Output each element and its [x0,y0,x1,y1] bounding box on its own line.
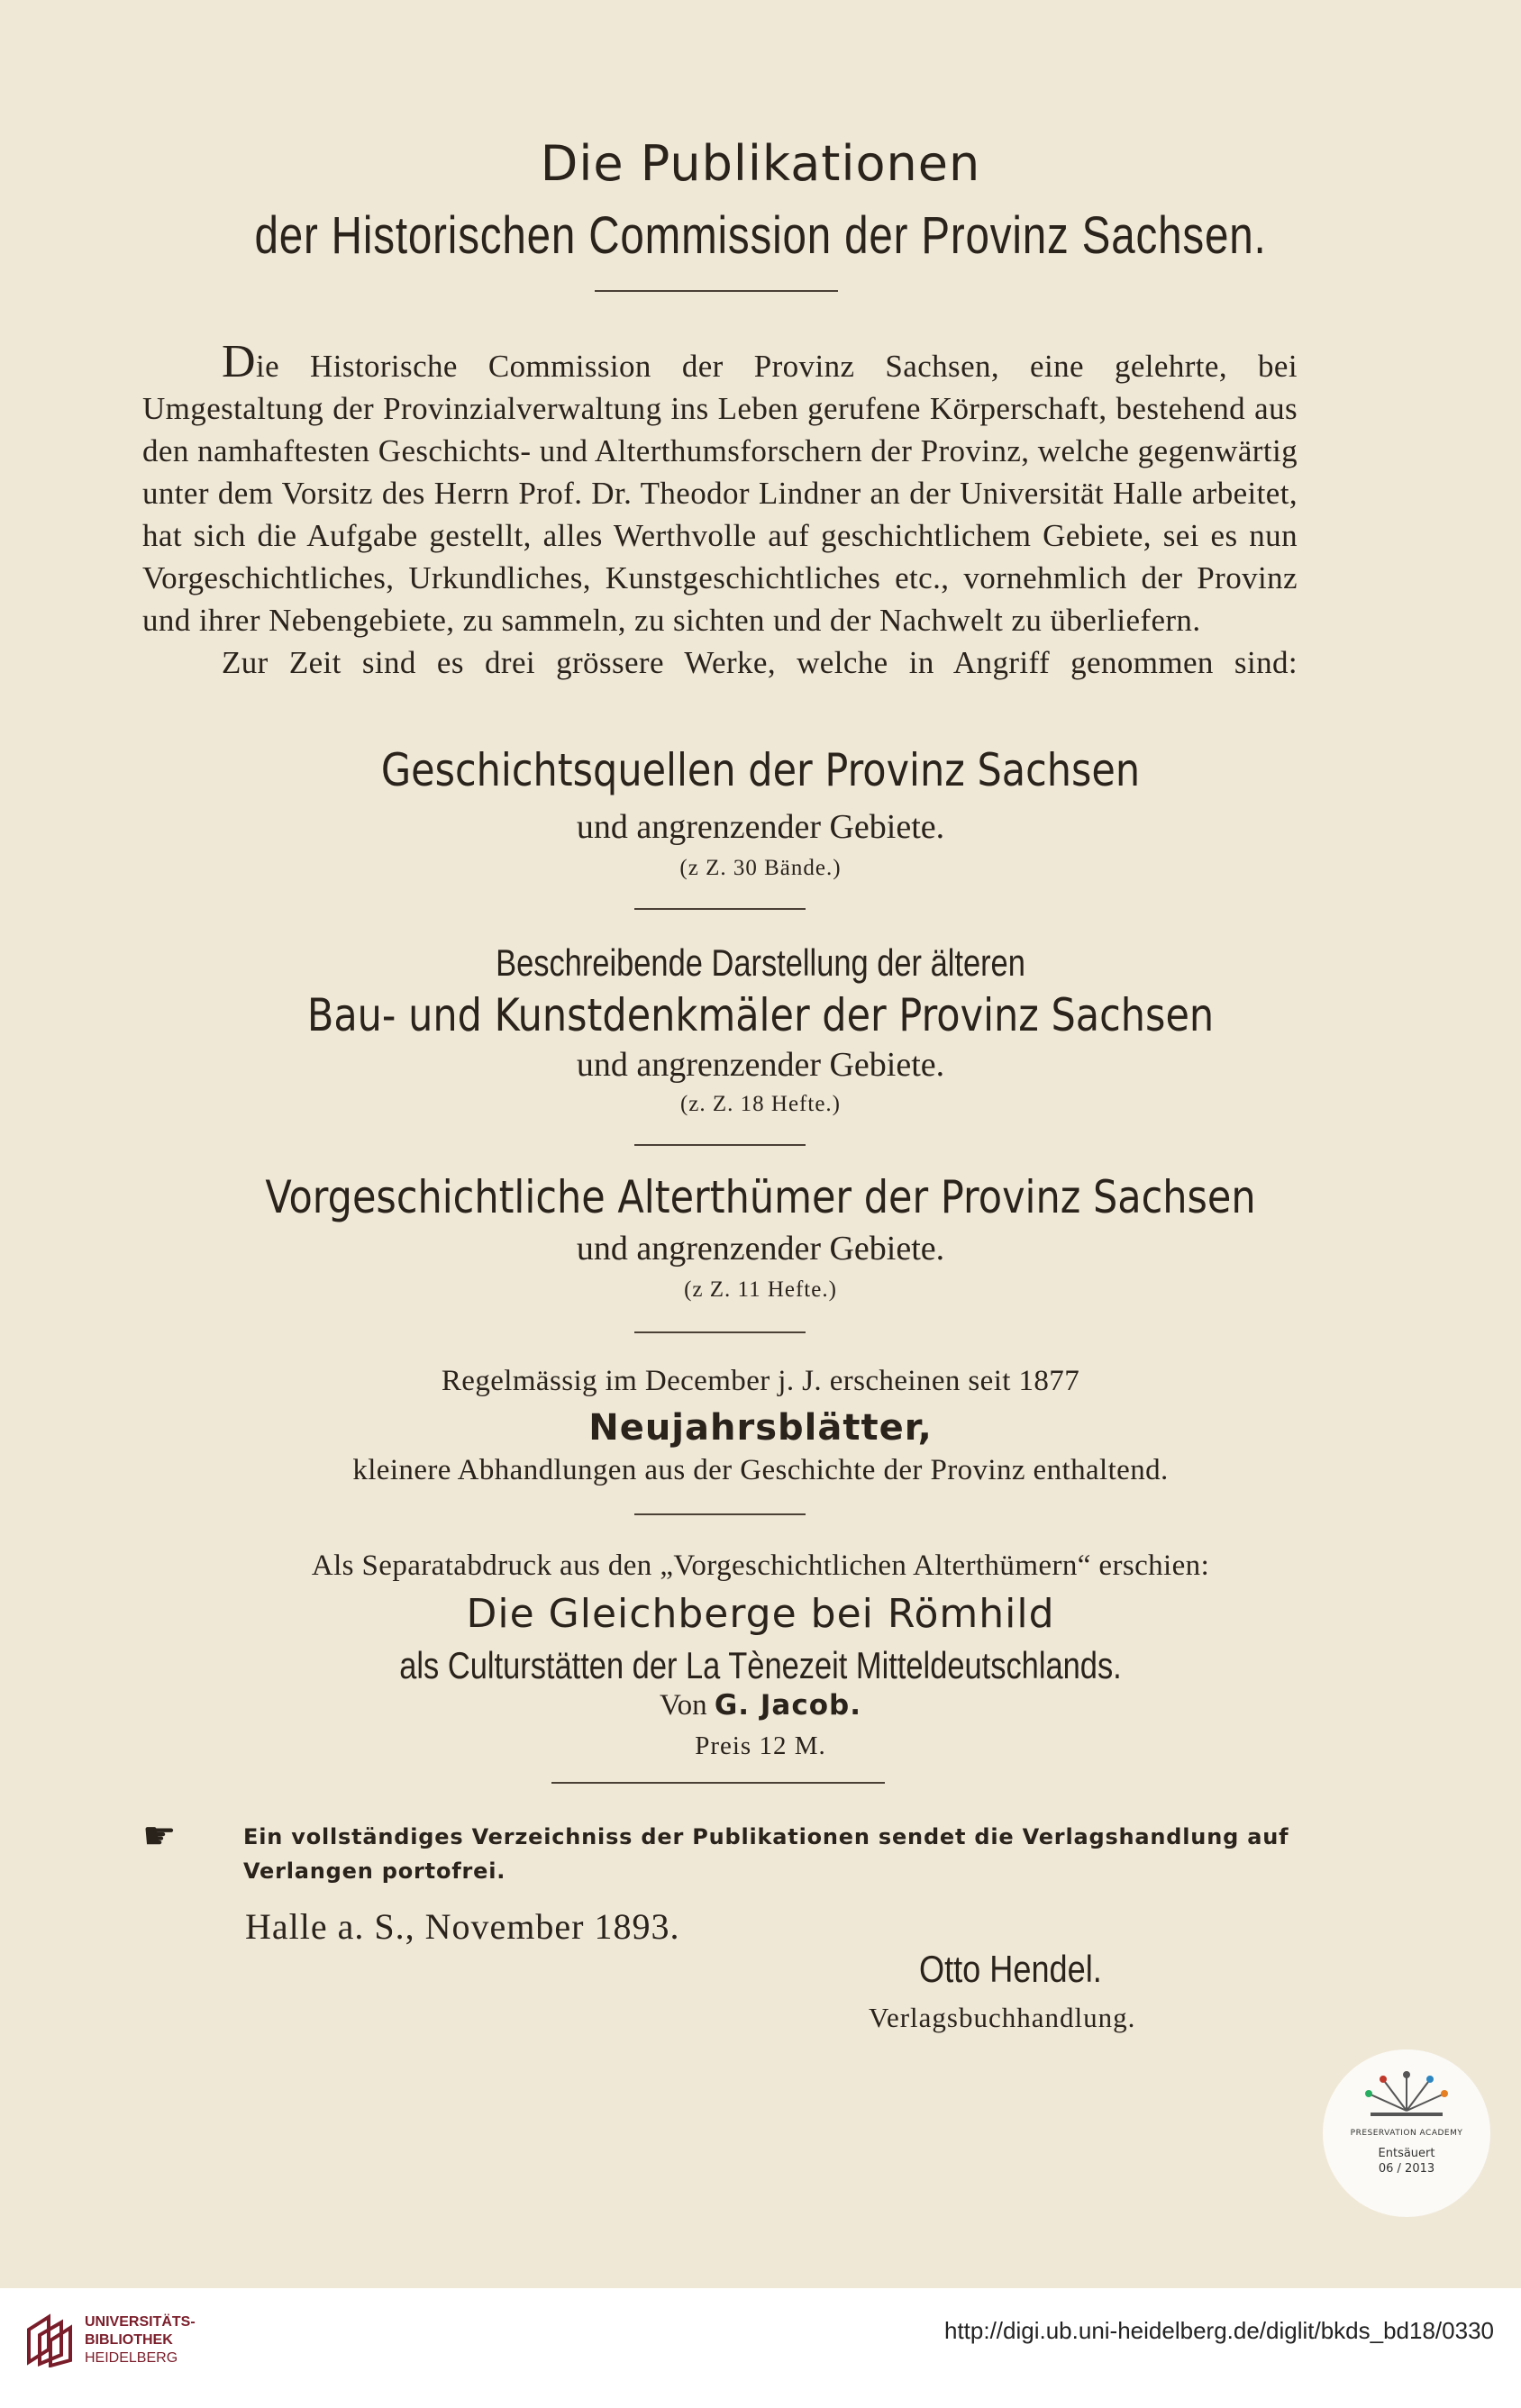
divider [634,1513,806,1515]
work-2-sub: und angrenzender Gebiete. [576,1046,945,1084]
library-line-1: UNIVERSITÄTS- [85,2314,196,2330]
library-line-2: BIBLIOTHEK [85,2332,173,2348]
work-3-title: Vorgeschichtliche Alterthümer der Provinz Sachsen [265,1171,1256,1223]
work-1-title: Geschichtsquellen der Provinz Sachsen [380,744,1141,796]
work-3-sub: und angrenzender Gebiete. [576,1230,945,1268]
footer-bar [0,2288,1521,2408]
separat-price: Preis 12 M. [695,1731,826,1760]
neujahr-desc: kleinere Abhandlungen aus der Geschichte der Provinz enthaltend. [352,1454,1169,1486]
publisher-name: Otto Hendel. [919,1948,1102,1990]
publisher-sub: Verlagsbuchhandlung. [869,2002,1136,2033]
stamp-line-2: Entsäuert [1378,2147,1435,2160]
divider [595,290,838,292]
drop-cap: D [222,336,256,387]
notice-text: Ein vollständiges Verzeichniss der Publikationen sendet die Verlagshandlung auf Verlangen portofrei. [243,1824,1289,1884]
work-2-pretitle: Beschreibende Darstellung der älteren [496,941,1025,984]
preservation-logo-icon [1353,2067,1461,2122]
page-title: Die Publikationen [540,135,981,192]
work-2-title: Bau- und Kunstdenkmäler der Provinz Sachsen [306,989,1215,1041]
stamp-line-1: PRESERVATION ACADEMY [1350,2129,1463,2138]
divider [551,1782,885,1784]
separat-author [0,1689,1521,1722]
separat-title: Die Gleichberge bei Römhild [466,1591,1055,1637]
separat-intro: Als Separatabdruck aus den „Vorgeschichtlichen Alterthümern“ erschien: [311,1549,1210,1582]
intro-paragraph-2: Zur Zeit sind es drei grössere Werke, welche in Angriff genommen sind: [222,645,1298,680]
stamp-line-3: 06 / 2013 [1378,2162,1435,2176]
intro-text [142,336,1298,684]
neujahr-title: Neujahrsblätter, [588,1407,933,1449]
separat-author-name: G. Jacob. [714,1689,861,1722]
divider [634,908,806,910]
preservation-stamp [1323,2049,1490,2217]
divider [634,1331,806,1333]
intro-paragraph-1: ie Historische Commission der Provinz Sachsen, eine gelehrte, bei Umgestaltung der Provinzialverwaltung ins Leben gerufene Körperschaft, bestehend aus den namhaftesten Geschichts- und Alterthumsforschern der Provinz, welche gegenwärtig unter dem Vorsitz des Herrn Prof. Dr. Theodor Lindner an der Universität Halle arbeitet, hat sich die Aufgabe gestellt, alles Werthvolle auf geschichtlichem Gebiete, sei es nun Vorgeschichtliches, Urkundliches, Kunstgeschichtliches etc., vornehmlich der Provinz und ihrer Nebengebiete, zu sammeln, zu sichten und der Nachwelt zu überliefern. [142,349,1298,638]
separat-author-prefix: Von [660,1689,707,1722]
place-date: Halle a. S., November 1893. [245,1906,680,1947]
source-url-link[interactable]: http://digi.ub.uni-heidelberg.de/diglit/bkds_bd18/0330 [943,2317,1494,2344]
pointing-hand-icon: ☛ [142,1816,177,1858]
work-3-count: (z Z. 11 Hefte.) [684,1277,837,1302]
divider [634,1144,806,1146]
separat-sub: als Culturstätten der La Tènezeit Mitteldeutschlands. [399,1644,1122,1686]
library-logo-icon[interactable] [22,2312,74,2367]
work-1-sub: und angrenzender Gebiete. [576,808,945,846]
work-2-count: (z. Z. 18 Hefte.) [679,1092,842,1116]
library-name [85,2313,196,2367]
neujahr-intro: Regelmässig im December j. J. erscheinen seit 1877 [441,1365,1080,1397]
work-1-count: (z Z. 30 Bände.) [679,856,842,880]
page-subtitle: der Historischen Commission der Provinz Sachsen. [254,206,1267,265]
library-line-3: HEIDELBERG [85,2350,178,2366]
